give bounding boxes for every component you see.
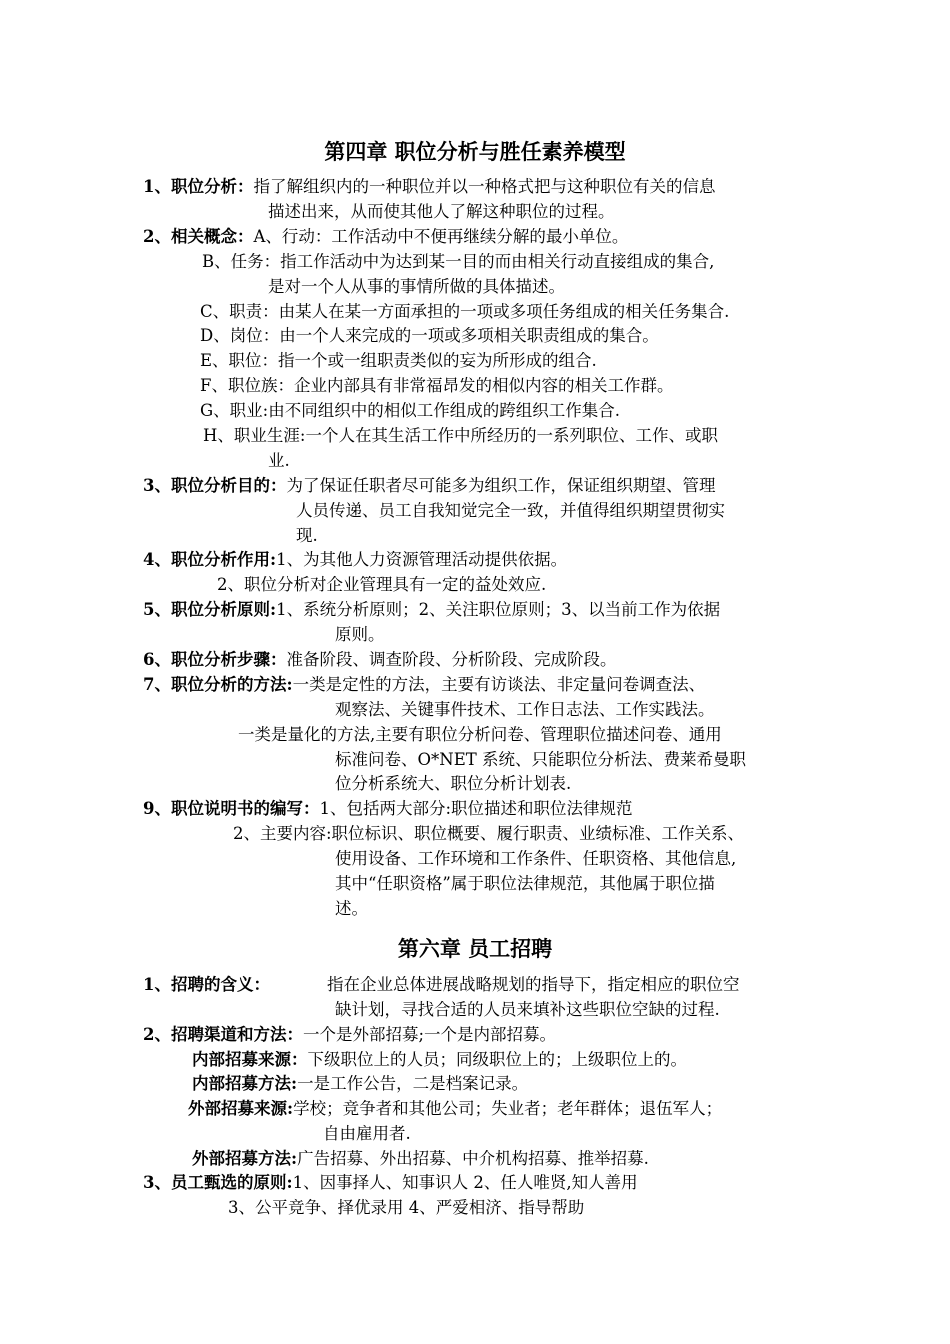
ch6-external-method: [192, 1148, 649, 1170]
ch6-item-3: [143, 1172, 638, 1194]
ch4-item-2-f: F、职位族：企业内部具有非常福昂发的相似内容的相关工作群。: [200, 376, 674, 395]
ch6-external-source: [188, 1098, 722, 1120]
chapter-4-title: 第四章 职位分析与胜任素养模型: [324, 139, 626, 164]
ch6-internal-method-text: 一是工作公告，二是档案记录。: [297, 1074, 529, 1093]
ch4-item-7-cont: 观察法、关键事件技术、工作日志法、工作实践法。: [335, 700, 715, 719]
ch6-item-1-text: 指在企业总体进展战略规划的指导下，指定相应的职位空: [327, 975, 740, 994]
ch6-item-2-label: 2、招聘渠道和方法：: [143, 1025, 303, 1044]
ch4-item-3-cont2: 现.: [296, 526, 318, 545]
ch4-item-2-e: E、职位：指一个或一组职责类似的妄为所形成的组合.: [200, 351, 597, 370]
ch4-item-2-label: 2、相关概念：: [143, 227, 254, 246]
ch6-internal-source: [192, 1049, 687, 1071]
ch6-internal-source-text: 下级职位上的人员；同级职位上的；上级职位上的。: [307, 1050, 687, 1069]
ch4-item-6-text: 准备阶段、调查阶段、分析阶段、完成阶段。: [286, 650, 617, 669]
ch4-item-9-content-cont3: 述。: [335, 899, 368, 918]
ch4-item-3-text: 为了保证任职者尽可能多为组织工作，保证组织期望、管理: [286, 476, 716, 495]
ch4-item-6-label: 6、职位分析步骤：: [143, 650, 287, 669]
ch4-item-7-quant: 一类是量化的方法,主要有职位分析问卷、管理职位描述问卷、通用: [238, 725, 722, 744]
ch4-item-9-content: 2、主要内容:职位标识、职位概要、履行职责、业绩标准、工作关系、: [233, 824, 745, 843]
ch4-item-7-quant-cont2: 位分析系统大、职位分析计划表.: [335, 774, 572, 793]
ch4-item-3-cont: 人员传递、员工自我知觉完全一致，并值得组织期望贯彻实: [296, 501, 725, 520]
ch4-item-5-text: 1、系统分析原则；2、关注职位原则；3、以当前工作为依据: [276, 600, 721, 619]
ch4-item-2-h-cont: 业.: [268, 451, 290, 470]
ch6-external-source-text: 学校；竞争者和其他公司；失业者；老年群体；退伍军人；: [293, 1099, 723, 1118]
ch4-item-2-b-cont: 是对一个人从事的事情所做的具体描述。: [268, 277, 565, 296]
ch4-item-7-label: 7、职位分析的方法:: [143, 675, 293, 694]
ch4-item-2-h: H、职业生涯:一个人在其生活工作中所经历的一系列职位、工作、或职: [203, 426, 718, 445]
ch4-item-9-content-cont2: 其中“任职资格”属于职位法律规范，其他属于职位描: [335, 874, 715, 893]
ch4-item-7-text: 一类是定性的方法，主要有访谈法、非定量问卷调查法、: [292, 675, 706, 694]
ch6-item-3-label: 3、员工甄选的原则:: [143, 1173, 293, 1192]
ch4-item-3-label: 3、职位分析目的：: [143, 476, 287, 495]
ch6-external-method-text: 广告招募、外出招募、中介机构招募、推举招募.: [297, 1149, 649, 1168]
ch6-internal-source-label: 内部招募来源：: [192, 1050, 308, 1069]
ch4-item-1: [143, 176, 715, 198]
ch4-item-2-a: A、行动：工作活动中不便再继续分解的最小单位。: [253, 227, 629, 246]
ch4-item-5: [143, 599, 720, 621]
ch6-external-source-label: 外部招募来源:: [188, 1099, 294, 1118]
ch6-item-2: [143, 1024, 556, 1046]
ch4-item-1-cont: 描述出来，从而使其他人了解这种职位的过程。: [268, 202, 615, 221]
ch6-item-2-text: 一个是外部招募;一个是内部招募。: [302, 1025, 557, 1044]
ch4-item-7: [143, 674, 705, 696]
ch4-item-2: [143, 226, 628, 248]
ch6-internal-method: [192, 1073, 528, 1095]
ch4-item-1-label: 1、职位分析：: [143, 177, 254, 196]
ch4-item-9: [143, 798, 633, 820]
ch6-item-3-text: 1、因事择人、知事识人 2、任人唯贤,知人善用: [292, 1173, 638, 1192]
ch4-item-4-cont: 2、职位分析对企业管理具有一定的益处效应.: [217, 575, 547, 594]
ch4-item-2-c: C、职责：由某人在某一方面承担的一项或多项任务组成的相关任务集合.: [200, 302, 730, 321]
ch4-item-5-cont: 原则。: [335, 625, 385, 644]
ch4-item-2-g: G、职业:由不同组织中的相似工作组成的跨组织工作集合.: [200, 401, 620, 420]
ch4-item-2-d: D、岗位：由一个人来完成的一项或多项相关职责组成的集合。: [200, 326, 659, 345]
ch4-item-4-text: 1、为其他人力资源管理活动提供依据。: [276, 550, 568, 569]
ch4-item-2-b: B、任务：指工作活动中为达到某一目的而由相关行动直接组成的集合,: [202, 252, 715, 271]
ch4-item-6: [143, 649, 616, 671]
ch4-item-3: [143, 475, 715, 497]
ch6-item-1: [143, 974, 270, 996]
ch6-internal-method-label: 内部招募方法:: [192, 1074, 298, 1093]
ch4-item-9-label: 9、职位说明书的编写：: [143, 799, 320, 818]
ch4-item-9-content-cont: 使用设备、工作环境和工作条件、任职资格、其他信息,: [335, 849, 737, 868]
ch4-item-7-quant-cont: 标准问卷、O*NET 系统、只能职位分析法、费莱希曼职: [335, 750, 747, 769]
ch4-item-5-label: 5、职位分析原则:: [143, 600, 277, 619]
ch4-item-4-label: 4、职位分析作用:: [143, 550, 277, 569]
ch4-item-1-text: 指了解组织内的一种职位并以一种格式把与这种职位有关的信息: [253, 177, 716, 196]
chapter-6-title: 第六章 员工招聘: [397, 936, 553, 961]
ch4-item-9-text: 1、包括两大部分:职位描述和职位法律规范: [319, 799, 633, 818]
ch6-item-3-cont: 3、公平竞争、择优录用 4、严爱相济、指导帮助: [228, 1198, 585, 1217]
ch6-external-method-label: 外部招募方法:: [192, 1149, 298, 1168]
ch6-item-1-label: 1、招聘的含义：: [143, 975, 270, 994]
ch6-item-1-cont: 缺计划，寻找合适的人员来填补这些职位空缺的过程.: [335, 1000, 720, 1019]
ch4-item-4: [143, 549, 567, 571]
ch6-external-source-cont: 自由雇用者.: [323, 1124, 411, 1143]
